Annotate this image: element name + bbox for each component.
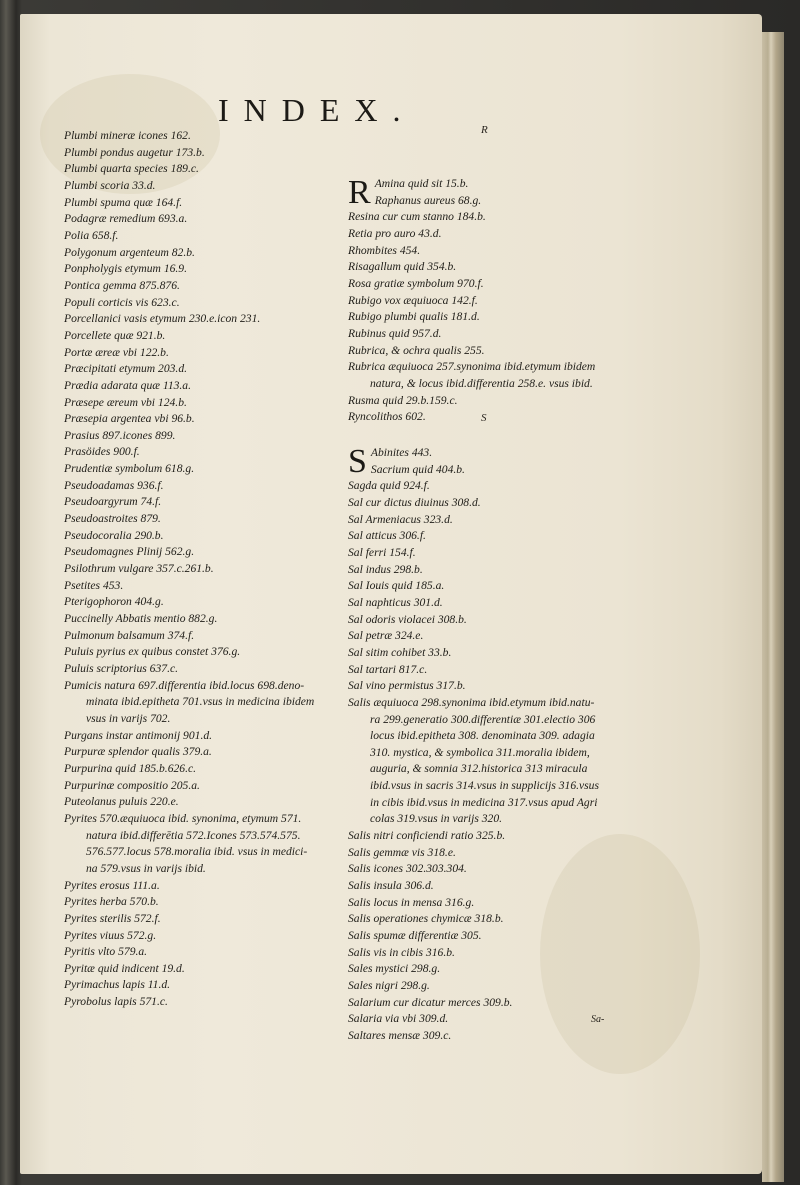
index-entry: Pyritis vlto 579.a. [64, 945, 148, 959]
index-entry: Sal Armeniacus 323.d. [348, 512, 453, 526]
index-entry: Populi corticis vis 623.c. [64, 295, 180, 309]
left-index-column [64, 128, 349, 1011]
index-entry: Sal indus 298.b. [348, 562, 423, 576]
section-head-r: R [481, 124, 488, 136]
r-section-column [348, 176, 628, 426]
s-section-column [348, 445, 628, 1045]
index-entry: Ryncolithos 602. [348, 410, 426, 424]
index-entry: ibid.vsus in sacris 314.vsus in supplicijs 316.vsus [370, 779, 599, 793]
index-entry: colas 319.vsus in varijs 320. [370, 812, 503, 826]
index-entry: Pyrites sterilis 572.f. [64, 911, 161, 925]
index-entry: Rubrica, & ochra qualis 255. [348, 343, 485, 357]
index-entry: Ponpholygis etymum 16.9. [64, 262, 188, 276]
index-entry: Pseudomagnes Plinij 562.g. [64, 545, 195, 559]
index-entry: Rosa gratiæ symbolum 970.f. [348, 276, 484, 290]
index-entry: Risagallum quid 354.b. [348, 260, 457, 274]
index-entry: Plumbi spuma quæ 164.f. [64, 195, 183, 209]
catchword: Sa- [591, 1014, 605, 1025]
index-entry: Retia pro auro 43.d. [348, 226, 442, 240]
index-entry: Sacrium quid 404.b. [370, 462, 465, 476]
index-entry: Plumbi mineræ icones 162. [64, 129, 191, 142]
index-entry: Pyrobolus lapis 571.c. [64, 995, 168, 1009]
index-entry: vsus in varijs 702. [86, 711, 171, 725]
index-entry: Salis æquiuoca 298.synonima ibid.etymum ibid.natu- [348, 695, 595, 709]
section-head-s: S [481, 412, 487, 424]
index-entry: Pterigophoron 404.g. [64, 595, 164, 609]
index-entry: Raphanus aureus 68.g. [374, 193, 482, 207]
index-entry: Purpurina quid 185.b.626.c. [64, 761, 197, 775]
index-entry: Pontica gemma 875.876. [64, 278, 180, 292]
index-entry: Sal petræ 324.e. [348, 629, 424, 643]
index-entry: Porcellete quæ 921.b. [64, 328, 166, 342]
index-entry: Salis operationes chymicæ 318.b. [348, 912, 504, 926]
index-entry: ra 299.generatio 300.differentiæ 301.electio 306 [370, 712, 596, 726]
index-entry: Salis icones 302.303.304. [348, 862, 467, 876]
index-entry: Porcellanici vasis etymum 230.e.icon 231. [64, 312, 261, 326]
index-entry: Salaria via vbi 309.d. [348, 1012, 449, 1026]
index-entry: Resina cur cum stanno 184.b. [348, 210, 486, 224]
index-entry: Prasöides 900.f. [64, 445, 140, 459]
index-entry: Pyrites herba 570.b. [64, 895, 159, 909]
index-entry: 576.577.locus 578.moralia ibid. vsus in medici- [86, 845, 308, 859]
index-entry: Sal cur dictus diuinus 308.d. [348, 495, 481, 509]
index-entry: Purpuræ splendor qualis 379.a. [64, 745, 212, 759]
drop-cap-s: S [348, 443, 367, 480]
index-entry: Salis gemmæ vis 318.e. [348, 845, 456, 859]
index-entry: Sagda quid 924.f. [348, 479, 430, 493]
index-entry: Sal tartari 817.c. [348, 662, 428, 676]
index-entry: Saltares mensæ 309.c. [348, 1028, 452, 1042]
index-entry: Prasius 897.icones 899. [64, 428, 176, 442]
index-entry: Pyrimachus lapis 11.d. [64, 978, 171, 992]
index-entry: Sales mystici 298.g. [348, 962, 441, 976]
index-entry: Salis insula 306.d. [348, 879, 434, 893]
index-entry: Pyrites viuus 572.g. [64, 928, 157, 942]
index-entry: Sales nigri 298.g. [348, 979, 430, 992]
index-entry: locus ibid.epitheta 308. denominata 309. adagia [370, 729, 595, 743]
index-entry: Salis locus in mensa 316.g. [348, 895, 475, 909]
index-entry: Sal naphticus 301.d. [348, 595, 443, 609]
index-entry: Puluis scriptorius 637.c. [64, 662, 179, 675]
index-entry: Sal Iouis quid 185.a. [348, 579, 445, 593]
index-entry: Præsepe æreum vbi 124.b. [64, 395, 187, 409]
index-entry: Puluis pyrius ex quibus constet 376.g. [64, 645, 241, 659]
index-entry: Præsepia argentea vbi 96.b. [64, 412, 195, 426]
index-entry: Polygonum argenteum 82.b. [64, 245, 195, 259]
index-entry: Pseudocoralia 290.b. [64, 528, 164, 542]
index-entry: Plumbi quarta species 189.c. [64, 162, 199, 176]
index-entry: Podagræ remedium 693.a. [64, 212, 188, 226]
index-entry: Sal atticus 306.f. [348, 529, 426, 543]
index-entry: Salis spumæ differentiæ 305. [348, 929, 482, 943]
index-entry: Amina quid sit 15.b. [374, 177, 469, 190]
index-entry: na 579.vsus in varijs ibid. [86, 861, 206, 875]
index-entry: Purgans instar antimonij 901.d. [64, 728, 213, 742]
s-entries [348, 478, 628, 1044]
index-entry: Rubrica æquiuoca 257.synonima ibid.etymum ibidem [348, 360, 596, 374]
index-entry: Rubigo plumbi qualis 181.d. [348, 310, 480, 324]
index-entry: auguria, & somnia 312.historica 313 miracula [370, 762, 588, 776]
index-entry: Plumbi pondus augetur 173.b. [64, 145, 205, 159]
index-entry: Puteolanus puluis 220.e. [64, 795, 179, 809]
index-entry: Abinites 443. [370, 446, 433, 459]
index-entry: minata ibid.epitheta 701.vsus in medicina ibidem [86, 695, 315, 709]
index-entry: Prædia adarata quæ 113.a. [64, 378, 192, 392]
index-entry: Psilothrum vulgare 357.c.261.b. [64, 562, 214, 576]
drop-cap-r: R [348, 174, 371, 211]
index-entry: Sal vino permistus 317.b. [348, 679, 466, 693]
index-entry: Prudentiæ symbolum 618.g. [64, 462, 195, 476]
index-entry: in cibis ibid.vsus in medicina 317.vsus apud Agri [370, 795, 598, 809]
index-entry: Sal ferri 154.f. [348, 545, 416, 559]
index-entry: Purpurinæ compositio 205.a. [64, 778, 200, 792]
index-entry: Præcipitati etymum 203.d. [64, 362, 188, 376]
page-title: INDEX. [218, 92, 416, 128]
index-entry: Salis nitri conficiendi ratio 325.b. [348, 829, 506, 843]
index-entry: natura, & locus ibid.differentia 258.e. vsus ibid. [370, 376, 593, 390]
index-entry: Rubinus quid 957.d. [348, 326, 442, 340]
index-entry: Pseudoadamas 936.f. [64, 478, 164, 492]
index-entry: Salis vis in cibis 316.b. [348, 945, 455, 959]
index-entry: Pyrites erosus 111.a. [64, 878, 160, 892]
index-entry: Pulmonum balsamum 374.f. [64, 628, 195, 642]
r-entries [348, 209, 628, 426]
index-entry: Pseudoastroites 879. [64, 512, 161, 526]
index-entry: Pyrites 570.æquiuoca ibid. synonima, etymum 571. [64, 811, 302, 825]
index-entry: Puccinelly Abbatis mentio 882.g. [64, 612, 218, 626]
index-entry: Polia 658.f. [64, 228, 119, 242]
index-entry: Sal sitim cohibet 33.b. [348, 645, 452, 659]
index-entry: Rusma quid 29.b.159.c. [348, 393, 458, 407]
index-entry: Sal odoris violacei 308.b. [348, 612, 467, 626]
index-entry: Salarium cur dicatur merces 309.b. [348, 995, 513, 1009]
index-entry: Pyritæ quid indicent 19.d. [64, 961, 185, 975]
index-entry: Rhombites 454. [348, 243, 421, 257]
index-entry: Plumbi scoria 33.d. [64, 178, 156, 192]
index-entry: natura ibid.differētia 572.Icones 573.574.575. [86, 828, 301, 842]
index-entry: 310. mystica, & symbolica 311.moralia ibidem, [370, 745, 590, 759]
index-entry: Rubigo vox æquiuoca 142.f. [348, 293, 478, 307]
index-entry: Psetites 453. [64, 578, 124, 592]
index-entry: Portæ æreæ vbi 122.b. [64, 345, 169, 359]
index-entry: Pumicis natura 697.differentia ibid.locus 698.deno- [64, 678, 305, 692]
index-entry: Pseudoargyrum 74.f. [64, 495, 162, 509]
